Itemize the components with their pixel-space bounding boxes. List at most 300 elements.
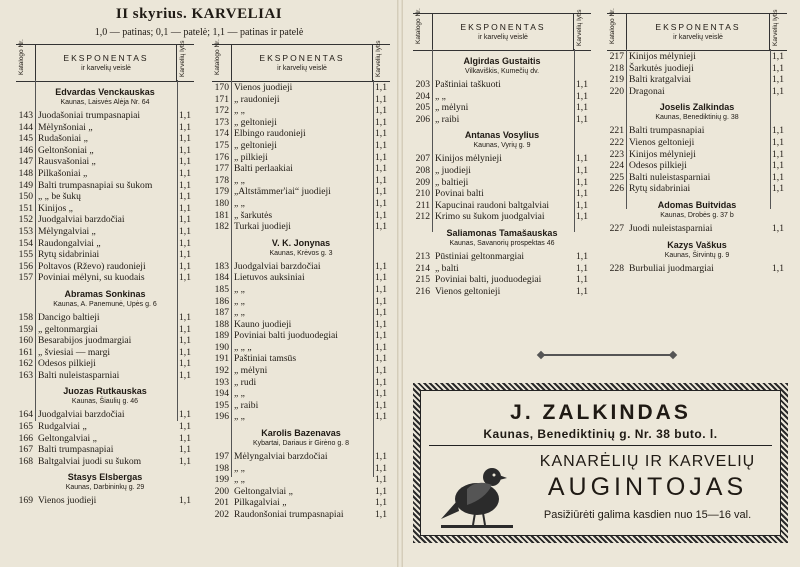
entry-breed: Mėlyngalviai barzdočiai <box>234 451 328 463</box>
catalog-entry <box>413 165 591 177</box>
catalog-entry <box>607 86 787 98</box>
entry-breed: Mėlynšoniai „ <box>38 121 93 133</box>
exhibitor-header-label: EKSPONENTAS <box>460 22 546 32</box>
catalog-entry <box>413 177 591 189</box>
entry-breed: Kinijos mėlynieji <box>629 51 696 62</box>
catalog-entry <box>16 347 194 359</box>
entry-number: 149 <box>18 179 33 191</box>
catalog-entry <box>212 82 390 94</box>
entry-number: 186 <box>214 295 229 307</box>
entry-number: 158 <box>18 311 33 323</box>
sex-header-label: Karvelių lytis <box>179 40 186 77</box>
catalog-entry <box>212 486 390 498</box>
catalog-entry <box>212 221 390 233</box>
breed-header-label: ir karvelių veislė <box>277 65 327 72</box>
catalog-entry <box>607 149 787 161</box>
catalog-entry <box>16 122 194 134</box>
entry-sex: 1,1 <box>179 409 191 421</box>
entry-sex: 1,1 <box>576 90 588 102</box>
exhibitor-header-label: EKSPONENTAS <box>655 22 741 32</box>
entry-sex: 1,1 <box>375 105 387 117</box>
entry-number: 147 <box>18 156 33 168</box>
entry-number: 151 <box>18 202 33 214</box>
catalog-entry <box>212 152 390 164</box>
exhibitor-address: Vilkaviškis, Kumečių dv. <box>464 68 540 75</box>
column-rule <box>373 80 374 477</box>
entry-breed: Rudgalviai „ <box>38 421 87 433</box>
catalog-entry <box>212 330 390 342</box>
catalog-body <box>607 51 787 274</box>
entry-breed: Povinai balti <box>435 188 484 200</box>
entry-breed: Pilkagalviai „ <box>234 497 287 509</box>
catalog-body <box>212 82 390 521</box>
catalog-entry <box>607 137 787 149</box>
entry-sex: 1,1 <box>179 421 191 433</box>
entry-number: 180 <box>214 197 229 209</box>
entry-number: 227 <box>609 222 624 234</box>
entry-number: 204 <box>415 90 430 102</box>
exhibitor-address: Kaunas, Savanorių prospektas 46 <box>449 239 555 247</box>
exhibitor-address: Kaunas, Darbininkų g. 29 <box>65 484 145 492</box>
entry-sex: 1,1 <box>772 222 784 234</box>
catalog-entry <box>607 263 787 275</box>
entry-number: 164 <box>18 409 33 421</box>
ad-line-1: KANARĖLIŲ IR KARVELIŲ <box>539 453 756 470</box>
catalog-entry <box>212 377 390 389</box>
entry-number: 206 <box>415 113 430 125</box>
entry-breed: „ „ <box>234 295 245 307</box>
entry-number: 220 <box>609 85 624 97</box>
entry-breed: Vienos geltonieji <box>435 285 501 297</box>
entry-number: 183 <box>214 260 229 272</box>
table-header <box>16 39 194 82</box>
entry-number: 165 <box>18 421 33 433</box>
entry-sex: 1,1 <box>179 144 191 156</box>
entry-breed: Balti perlaakiai <box>234 163 293 175</box>
entry-number: 170 <box>214 82 229 93</box>
entry-breed: Kinijos mėlynieji <box>435 153 502 165</box>
table-header <box>607 8 787 51</box>
entry-sex: 1,1 <box>772 125 784 137</box>
ad-name: J. ZALKINDAS <box>510 401 691 424</box>
entry-number: 191 <box>214 353 229 365</box>
entry-number: 177 <box>214 163 229 175</box>
entry-number: 224 <box>609 160 624 172</box>
pigeon-icon <box>437 449 517 531</box>
catalog-entry <box>16 324 194 336</box>
column-rule <box>574 49 575 232</box>
entry-breed: Geltongalviai „ <box>234 485 293 497</box>
catalog-number-header-label: Katalogo Nr. <box>18 39 25 75</box>
entry-sex: 1,1 <box>772 74 784 86</box>
catalog-entry <box>16 312 194 324</box>
breed-header-label: ir karvelių veislė <box>81 65 131 72</box>
entry-number: 166 <box>18 432 33 444</box>
entry-sex: 1,1 <box>375 509 387 520</box>
entry-sex: 1,1 <box>179 311 191 323</box>
entry-number: 190 <box>214 341 229 353</box>
entry-breed: „ geltonieji <box>234 116 277 128</box>
ad-line-2: AUGINTOJAS <box>547 473 748 501</box>
entry-number: 198 <box>214 462 229 474</box>
sex-header-label: Karvelių lytis <box>772 9 779 46</box>
entry-number: 188 <box>214 318 229 330</box>
sex-header <box>573 9 591 50</box>
entry-breed: Geltonšoniai „ <box>38 144 94 156</box>
book-spine <box>397 0 403 567</box>
catalog-entry <box>413 211 591 223</box>
entry-sex: 1,1 <box>375 474 387 486</box>
catalog-body <box>413 51 591 297</box>
entry-breed: „ geltonmargiai <box>38 323 98 335</box>
catalog-entry <box>212 186 390 198</box>
catalog-entry <box>607 51 787 63</box>
entry-breed: Kauno juodieji <box>234 318 292 330</box>
exhibitor-name: Karolis Bazenavas <box>261 428 341 439</box>
entry-sex: 1,1 <box>179 225 191 237</box>
section-subtitle: 1,0 — patinas; 0,1 — patelė; 1,1 — patinas ir patelė <box>94 27 304 38</box>
entry-sex: 1,1 <box>576 102 588 114</box>
entry-sex: 1,1 <box>772 85 784 97</box>
entry-breed: Paštiniai tamsūs <box>234 353 297 365</box>
entry-number: 182 <box>214 221 229 233</box>
entry-sex: 1,1 <box>375 139 387 151</box>
catalog-column-3 <box>413 8 591 297</box>
exhibitor-name: Abramas Sonkinas <box>64 288 146 299</box>
entry-breed: Poltavos (Rževo) raudonieji <box>38 260 146 272</box>
catalog-entry <box>413 79 591 91</box>
exhibitor-address: Kaunas, Benediktinių g. 38 <box>655 114 739 122</box>
entry-breed: Odesos pilkieji <box>629 160 687 172</box>
entry-sex: 1,1 <box>179 495 191 507</box>
catalog-entry <box>212 261 390 273</box>
entry-sex: 1,1 <box>179 110 191 121</box>
catalog-entry <box>607 160 787 172</box>
catalog-entry <box>212 463 390 475</box>
catalog-entry <box>16 421 194 433</box>
entry-breed: Šarkutės juodieji <box>629 62 694 74</box>
catalog-entry <box>413 274 591 286</box>
entry-number: 201 <box>214 497 229 509</box>
entry-breed: „ „ be šukų <box>38 191 81 203</box>
entry-number: 171 <box>214 93 229 105</box>
entry-number: 150 <box>18 191 33 203</box>
entry-breed: Dancigo baltieji <box>38 311 100 323</box>
exhibitor-name: V. K. Jonynas <box>271 237 331 248</box>
entry-number: 173 <box>214 116 229 128</box>
entry-number: 146 <box>18 144 33 156</box>
entry-sex: 1,1 <box>576 188 588 200</box>
entry-breed: Juodgalviai barzdočiai <box>38 214 125 226</box>
catalog-entry <box>212 365 390 377</box>
exhibitor-header-label: EKSPONENTAS <box>259 53 345 63</box>
entry-breed: „ „ „ <box>234 341 252 353</box>
entry-number: 197 <box>214 451 229 463</box>
entry-number: 178 <box>214 174 229 186</box>
entry-sex: 1,1 <box>772 262 784 274</box>
entry-sex: 1,1 <box>375 462 387 474</box>
exhibitor-header <box>432 14 574 50</box>
entry-breed: „ „ <box>234 174 245 186</box>
section-title: II skyrius. KARVELIAI <box>115 6 283 22</box>
entry-number: 199 <box>214 474 229 486</box>
entry-sex: 1,1 <box>179 133 191 145</box>
entry-sex: 1,1 <box>375 307 387 319</box>
catalog-entry <box>212 400 390 412</box>
catalog-entry <box>16 226 194 238</box>
exhibitor-name: Stasys Elsbergas <box>67 472 143 483</box>
entry-number: 161 <box>18 346 33 358</box>
entry-breed: „ balti <box>435 262 459 274</box>
catalog-entry <box>16 238 194 250</box>
exhibitor-address: Kaunas, Drobės g. 37 b <box>660 211 734 219</box>
entry-number: 157 <box>18 272 33 284</box>
entry-number: 144 <box>18 121 33 133</box>
entry-sex: 1,1 <box>772 51 784 62</box>
entry-sex: 1,1 <box>375 330 387 342</box>
entry-sex: 1,1 <box>576 285 588 297</box>
entry-number: 194 <box>214 388 229 400</box>
entry-sex: 1,1 <box>576 199 588 211</box>
exhibitor-name: Edvardas Venckauskas <box>55 87 155 97</box>
column-rule <box>432 49 433 232</box>
column-rule <box>626 49 627 209</box>
entry-breed: „ juodieji <box>435 164 471 176</box>
entry-sex: 1,1 <box>179 156 191 168</box>
entry-breed: Besarabijos juodmargiai <box>38 335 132 347</box>
entry-sex: 1,1 <box>375 272 387 284</box>
entry-sex: 1,1 <box>179 121 191 133</box>
entry-sex: 1,1 <box>576 262 588 274</box>
catalog-entry <box>16 409 194 421</box>
entry-breed: „ raibi <box>234 399 259 411</box>
advertisement <box>413 383 788 543</box>
entry-number: 215 <box>415 274 430 286</box>
entry-sex: 1,1 <box>179 358 191 370</box>
sex-header-label: Karvelių lytis <box>576 9 583 46</box>
entry-number: 189 <box>214 330 229 342</box>
catalog-entry <box>413 91 591 103</box>
entry-sex: 1,1 <box>179 444 191 456</box>
entry-sex: 1,1 <box>576 113 588 125</box>
entry-sex: 1,1 <box>375 399 387 411</box>
entry-sex: 1,1 <box>375 186 387 198</box>
entry-number: 169 <box>18 495 33 507</box>
entry-breed: Paštiniai taškuoti <box>435 79 501 90</box>
catalog-entry <box>16 156 194 168</box>
entry-number: 148 <box>18 167 33 179</box>
catalog-column-1 <box>16 39 194 507</box>
entry-sex: 1,1 <box>375 365 387 377</box>
catalog-entry <box>413 286 591 298</box>
entry-number: 214 <box>415 262 430 274</box>
entry-sex: 1,1 <box>375 341 387 353</box>
entry-number: 156 <box>18 260 33 272</box>
entry-breed: Balti trumpasnapiai su šukom <box>38 179 153 191</box>
advertisement-frame <box>420 390 781 536</box>
entry-breed: Rausvašoniai „ <box>38 156 96 168</box>
entry-sex: 1,1 <box>375 151 387 163</box>
entry-breed: „ mėlyni <box>435 102 469 114</box>
entry-number: 213 <box>415 250 430 262</box>
catalog-entry <box>16 133 194 145</box>
exhibitor-address: Kaunas, A. Panemunė, Upės g. 6 <box>53 300 157 308</box>
catalog-column-4 <box>607 8 787 274</box>
exhibitor-header <box>35 45 177 81</box>
entry-number: 193 <box>214 376 229 388</box>
ornament-divider <box>542 354 672 356</box>
entry-number: 160 <box>18 335 33 347</box>
entry-sex: 1,1 <box>576 250 588 262</box>
entry-breed: Rytų sidabriniai <box>629 183 691 195</box>
entry-breed: Elbingo raudonieji <box>234 128 306 140</box>
entry-number: 223 <box>609 148 624 160</box>
entry-breed: „ mėlyni <box>234 365 268 377</box>
entry-breed: Kapucinai raudoni baltgalviai <box>435 199 550 211</box>
entry-sex: 1,1 <box>179 335 191 347</box>
entry-breed: „ „ <box>234 411 245 423</box>
catalog-entry <box>212 94 390 106</box>
entry-breed: „ rudi <box>234 376 257 388</box>
exhibitor-address: Kybartai, Dariaus ir Girėno g. 8 <box>252 440 350 448</box>
catalog-entry <box>413 153 591 165</box>
catalog-entry <box>16 358 194 370</box>
entry-breed: Poviniai balti juoduodegiai <box>234 330 338 342</box>
entry-number: 226 <box>609 183 624 195</box>
catalog-entry <box>212 353 390 365</box>
entry-number: 200 <box>214 485 229 497</box>
entry-sex: 1,1 <box>576 274 588 286</box>
catalog-entry <box>212 342 390 354</box>
entry-number: 181 <box>214 209 229 221</box>
entry-number: 179 <box>214 186 229 198</box>
entry-number: 167 <box>18 444 33 456</box>
entry-breed: Juodgalviai barzdočiai <box>234 260 321 272</box>
entry-breed: Geltongalviai „ <box>38 432 97 444</box>
entry-sex: 1,1 <box>576 79 588 90</box>
catalog-number-header <box>16 39 36 81</box>
catalog-entry <box>16 495 194 507</box>
entry-breed: „Altstämmer'iai“ juodieji <box>234 186 331 198</box>
sex-header <box>176 40 194 81</box>
entry-sex: 1,1 <box>179 260 191 272</box>
entry-sex: 1,1 <box>576 211 588 223</box>
exhibitor-name: Adomas Buitvidas <box>657 199 737 210</box>
entry-breed: Vienos geltonieji <box>629 136 695 148</box>
entry-sex: 1,1 <box>772 160 784 172</box>
entry-number: 216 <box>415 285 430 297</box>
entry-sex: 1,1 <box>375 353 387 365</box>
catalog-entry <box>212 140 390 152</box>
catalog-entry <box>16 370 194 382</box>
entry-breed: „ „ <box>234 474 245 486</box>
catalog-entry <box>16 249 194 261</box>
entry-sex: 1,1 <box>375 376 387 388</box>
catalog-entry <box>212 319 390 331</box>
exhibitor-name: Antanas Vosylius <box>464 130 540 141</box>
catalog-entry <box>212 411 390 423</box>
exhibitor-address: Kaunas, Laisvės Alėja Nr. 64 <box>60 99 150 106</box>
entry-number: 145 <box>18 133 33 145</box>
column-rule <box>231 80 232 477</box>
entry-number: 176 <box>214 151 229 163</box>
catalog-entry <box>212 198 390 210</box>
entry-breed: „ „ <box>234 388 245 400</box>
column-rule <box>177 80 178 421</box>
entry-breed: Baltgalviai juodi su šukom <box>38 455 142 467</box>
catalog-column-2 <box>212 39 390 521</box>
exhibitor-header-label: EKSPONENTAS <box>63 53 149 63</box>
entry-breed: Mėlyngalviai „ <box>38 225 96 237</box>
catalog-number-header <box>212 39 232 81</box>
entry-sex: 1,1 <box>375 318 387 330</box>
catalog-body <box>16 82 194 507</box>
entry-breed: Dragonai <box>629 85 665 97</box>
entry-number: 203 <box>415 79 430 90</box>
catalog-entry <box>212 497 390 509</box>
entry-breed: Burbuliai juodmargiai <box>629 262 714 274</box>
entry-number: 205 <box>415 102 430 114</box>
entry-sex: 1,1 <box>179 249 191 261</box>
entry-number: 212 <box>415 211 430 223</box>
column-rule <box>770 49 771 209</box>
entry-sex: 1,1 <box>772 148 784 160</box>
catalog-entry <box>16 180 194 192</box>
entry-breed: Raudongalviai „ <box>38 237 101 249</box>
entry-number: 225 <box>609 171 624 183</box>
catalog-entry <box>16 261 194 273</box>
entry-number: 152 <box>18 214 33 226</box>
exhibitor-address: Kaunas, Krėvos g. 3 <box>269 249 333 257</box>
catalog-entry <box>212 163 390 175</box>
entry-sex: 1,1 <box>179 167 191 179</box>
entry-number: 192 <box>214 365 229 377</box>
entry-number: 162 <box>18 358 33 370</box>
entry-breed: Vienos juodieji <box>234 82 293 93</box>
ad-address: Kaunas, Benediktinių g. Nr. 38 buto. l. <box>483 427 718 441</box>
entry-number: 154 <box>18 237 33 249</box>
sex-header <box>769 9 787 50</box>
catalog-entry <box>212 105 390 117</box>
entry-breed: Lietuvos auksiniai <box>234 272 305 284</box>
entry-number: 222 <box>609 136 624 148</box>
entry-sex: 1,1 <box>179 179 191 191</box>
exhibitor-address: Kaunas, Širvintų g. 9 <box>664 251 730 259</box>
entry-breed: „ raibi <box>435 113 460 125</box>
entry-breed: Poviniai mėlyni, su kuodais <box>38 272 145 284</box>
entry-number: 163 <box>18 369 33 381</box>
catalog-entry <box>607 223 787 235</box>
entry-number: 159 <box>18 323 33 335</box>
entry-sex: 1,1 <box>375 209 387 221</box>
entry-sex: 1,1 <box>179 323 191 335</box>
entry-breed: „ „ <box>435 90 446 102</box>
catalog-entry <box>413 102 591 114</box>
entry-sex: 1,1 <box>772 62 784 74</box>
entry-number: 195 <box>214 399 229 411</box>
entry-sex: 1,1 <box>375 388 387 400</box>
entry-breed: „ „ <box>234 105 245 117</box>
entry-breed: Vienos juodieji <box>38 495 97 507</box>
catalog-entry <box>212 509 390 521</box>
entry-number: 187 <box>214 307 229 319</box>
entry-breed: „ šarkutės <box>234 209 273 221</box>
entry-sex: 1,1 <box>179 455 191 467</box>
entry-sex: 1,1 <box>375 163 387 175</box>
catalog-entry <box>16 203 194 215</box>
entry-sex: 1,1 <box>375 411 387 423</box>
entry-sex: 1,1 <box>375 260 387 272</box>
